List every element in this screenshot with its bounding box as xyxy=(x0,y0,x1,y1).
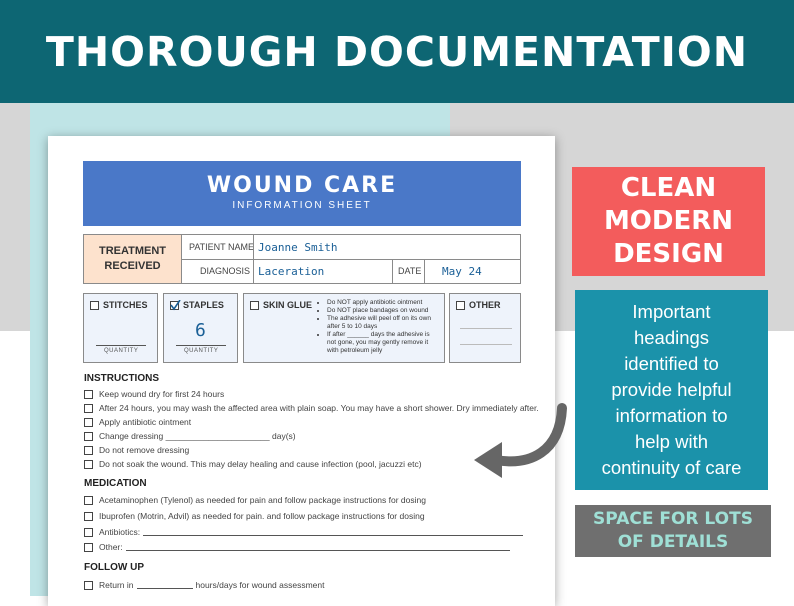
skin-glue-note: • The adhesive will peel off on its own after 5 to 10 days xyxy=(327,315,439,331)
follow-up-row[interactable] xyxy=(84,580,324,590)
antibiotics-line[interactable] xyxy=(143,528,523,536)
skin-glue-notes xyxy=(321,299,439,355)
staples-label: STAPLES xyxy=(183,300,224,310)
clean-modern-design-callout: CLEAN MODERN DESIGN xyxy=(572,167,765,276)
return-line[interactable] xyxy=(137,581,193,589)
other-line[interactable] xyxy=(460,328,512,329)
treatment-received-label: TREATMENT RECEIVED xyxy=(84,235,182,283)
patient-name-value[interactable]: Joanne Smith xyxy=(258,240,338,254)
other-checkbox[interactable] xyxy=(456,301,465,310)
curved-arrow-icon xyxy=(462,400,572,490)
medication-item[interactable]: Acetaminophen (Tylenol) as needed for pain and follow package instructions for dosing xyxy=(84,495,426,505)
date-label: DATE xyxy=(398,266,422,276)
space-for-details-callout: SPACE FOR LOTS OF DETAILS xyxy=(575,505,771,557)
other-medication-row[interactable] xyxy=(84,542,510,552)
skin-glue-note: • Do NOT place bandages on wound xyxy=(327,307,439,315)
sheet-header xyxy=(83,161,521,226)
medication-checkbox[interactable] xyxy=(84,496,93,505)
date-value[interactable]: May 24 xyxy=(442,264,482,278)
diagnosis-label: DIAGNOSIS xyxy=(200,266,251,276)
important-headings-callout: Important headings identified to provide helpful information to help with continuity of care xyxy=(575,290,768,490)
staples-quantity-value[interactable]: 6 xyxy=(195,320,206,341)
instruction-checkbox[interactable] xyxy=(84,404,93,413)
sheet-title: WOUND CARE xyxy=(206,173,398,198)
skin-glue-note: • Do NOT apply antibiotic ointment xyxy=(327,299,439,307)
wound-care-sheet xyxy=(48,136,555,606)
diagnosis-value[interactable]: Laceration xyxy=(258,264,325,278)
skin-glue-box xyxy=(243,293,445,363)
follow-up-checkbox[interactable] xyxy=(84,581,93,590)
other-medication-line[interactable] xyxy=(126,543,510,551)
banner-title: THOROUGH DOCUMENTATION xyxy=(45,27,749,76)
medication-heading: MEDICATION xyxy=(84,478,147,489)
return-suffix: hours/days for wound assessment xyxy=(195,580,325,590)
instructions-heading: INSTRUCTIONS xyxy=(84,373,159,384)
skin-glue-label: SKIN GLUE xyxy=(263,300,313,310)
other-medication-checkbox[interactable] xyxy=(84,543,93,552)
skin-glue-note: • If after ______ days the adhesive is not gone, you may gently remove it with petroleum jelly xyxy=(327,331,439,355)
follow-up-heading: FOLLOW UP xyxy=(84,562,144,573)
antibiotics-label: Antibiotics: xyxy=(99,527,141,537)
top-banner xyxy=(0,0,794,103)
instruction-item[interactable]: Do not remove dressing xyxy=(84,445,189,455)
sheet-subtitle: INFORMATION SHEET xyxy=(232,200,372,211)
other-label: OTHER xyxy=(469,300,501,310)
medication-item[interactable]: Ibuprofen (Motrin, Advil) as needed for pain. and follow package instructions for dosing xyxy=(84,511,425,521)
instruction-checkbox[interactable] xyxy=(84,390,93,399)
instruction-item[interactable]: Do not soak the wound. This may delay healing and cause infection (pool, jacuzzi etc) xyxy=(84,459,422,469)
antibiotics-checkbox[interactable] xyxy=(84,528,93,537)
stitches-box xyxy=(83,293,158,363)
staples-quantity-line xyxy=(176,345,226,346)
checkmark-icon xyxy=(170,300,181,311)
instruction-item[interactable]: Change dressing ______________________ day(s) xyxy=(84,431,296,441)
stitches-quantity-label: QUANTITY xyxy=(104,348,139,354)
instruction-item[interactable]: Apply antibiotic ointment xyxy=(84,417,191,427)
instruction-item[interactable]: After 24 hours, you may wash the affected area with plain soap. You may have a short shower. Dry immediately after. xyxy=(84,403,539,413)
staples-checkbox[interactable] xyxy=(170,301,179,310)
staples-quantity-label: QUANTITY xyxy=(184,348,219,354)
staples-box xyxy=(163,293,238,363)
patient-info-table xyxy=(83,234,521,284)
stitches-label: STITCHES xyxy=(103,300,148,310)
instruction-checkbox[interactable] xyxy=(84,418,93,427)
other-line[interactable] xyxy=(460,344,512,345)
stitches-quantity-line[interactable] xyxy=(96,345,146,346)
column-divider xyxy=(424,259,425,283)
stitches-checkbox[interactable] xyxy=(90,301,99,310)
antibiotics-row[interactable] xyxy=(84,527,523,537)
instruction-checkbox[interactable] xyxy=(84,446,93,455)
column-divider xyxy=(392,259,393,283)
skin-glue-checkbox[interactable] xyxy=(250,301,259,310)
other-box xyxy=(449,293,521,363)
instruction-checkbox[interactable] xyxy=(84,432,93,441)
return-prefix: Return in xyxy=(99,580,134,590)
instruction-checkbox[interactable] xyxy=(84,460,93,469)
patient-name-label: PATIENT NAME xyxy=(189,242,255,252)
medication-checkbox[interactable] xyxy=(84,512,93,521)
instruction-item[interactable]: Keep wound dry for first 24 hours xyxy=(84,389,224,399)
other-medication-label: Other: xyxy=(99,542,123,552)
